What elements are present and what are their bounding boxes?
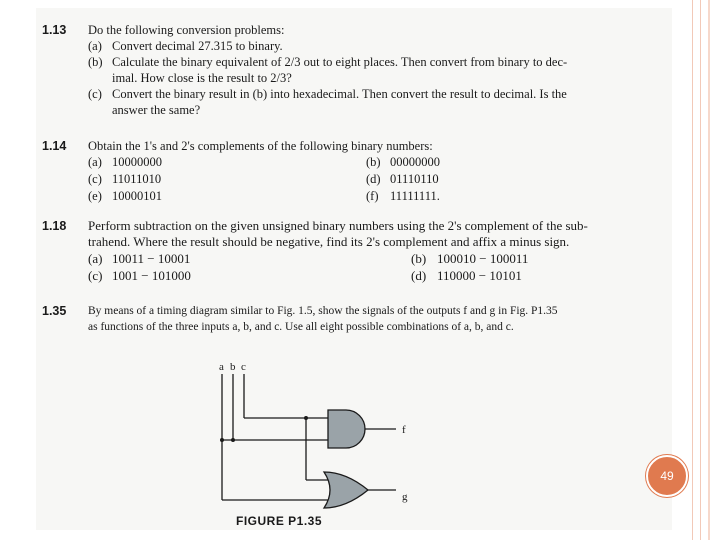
junction-dot (220, 438, 224, 442)
problem-number: 1.35 (42, 304, 67, 318)
decorative-border-line (700, 0, 701, 540)
logic-circuit-diagram (196, 360, 436, 510)
input-label-b: b (230, 361, 236, 373)
sub-item-c: (c) Convert the binary result in (b) into hexadecimal. Then convert the result to decimal. Is the (88, 87, 567, 101)
decorative-border-line (692, 0, 693, 540)
item-a: (a) 10000000 (88, 155, 162, 169)
problem-number: 1.14 (42, 139, 67, 153)
item-d: (d) 01110110 (366, 172, 439, 186)
item-d: (d) 110000 − 10101 (411, 268, 522, 283)
problem-statement: Do the following conversion problems: (88, 23, 285, 37)
and-gate (328, 410, 365, 448)
or-gate (324, 472, 368, 508)
problem-number: 1.13 (42, 23, 67, 37)
output-label-f: f (402, 424, 406, 436)
item-f: (f) 11111111. (366, 189, 440, 203)
junction-dot (304, 416, 308, 420)
item-c: (c) 1001 − 101000 (88, 268, 191, 283)
sub-item-b: (b) Calculate the binary equivalent of 2/3 out to eight places. Then convert from binary to dec- (88, 55, 568, 69)
sub-item-c-continued: answer the same? (112, 103, 201, 117)
problem-statement: Perform subtraction on the given unsigned binary numbers using the 2's complement of the sub- (88, 218, 588, 233)
sub-item-a: (a) Convert decimal 27.315 to binary. (88, 39, 283, 53)
problem-statement: Obtain the 1's and 2's complements of the following binary numbers: (88, 139, 433, 153)
scanned-textbook-page (36, 8, 672, 530)
item-a: (a) 10011 − 10001 (88, 251, 191, 266)
decorative-border-line (708, 0, 710, 540)
problem-statement: By means of a timing diagram similar to Fig. 1.5, show the signals of the outputs f and g in Fig. P1.35 (88, 305, 558, 317)
problem-number: 1.18 (42, 219, 67, 233)
item-c: (c) 11011010 (88, 172, 162, 186)
output-label-g: g (402, 491, 408, 503)
input-label-c: c (241, 361, 246, 373)
problem-statement-continued: trahend. Where the result should be negative, find its 2's complement and affix a minus sign. (88, 234, 570, 249)
item-e: (e) 10000101 (88, 189, 162, 203)
input-label-a: a (219, 361, 224, 373)
item-b: (b) 00000000 (366, 155, 440, 169)
sub-item-b-continued: imal. How close is the result to 2/3? (112, 71, 292, 85)
item-b: (b) 100010 − 100011 (411, 251, 529, 266)
junction-dot (231, 438, 235, 442)
page-number-badge: 49 (646, 455, 688, 497)
figure-caption: FIGURE P1.35 (236, 514, 323, 528)
problem-statement-continued: as functions of the three inputs a, b, and c. Use all eight possible combinations of a, b, and c. (88, 321, 514, 333)
